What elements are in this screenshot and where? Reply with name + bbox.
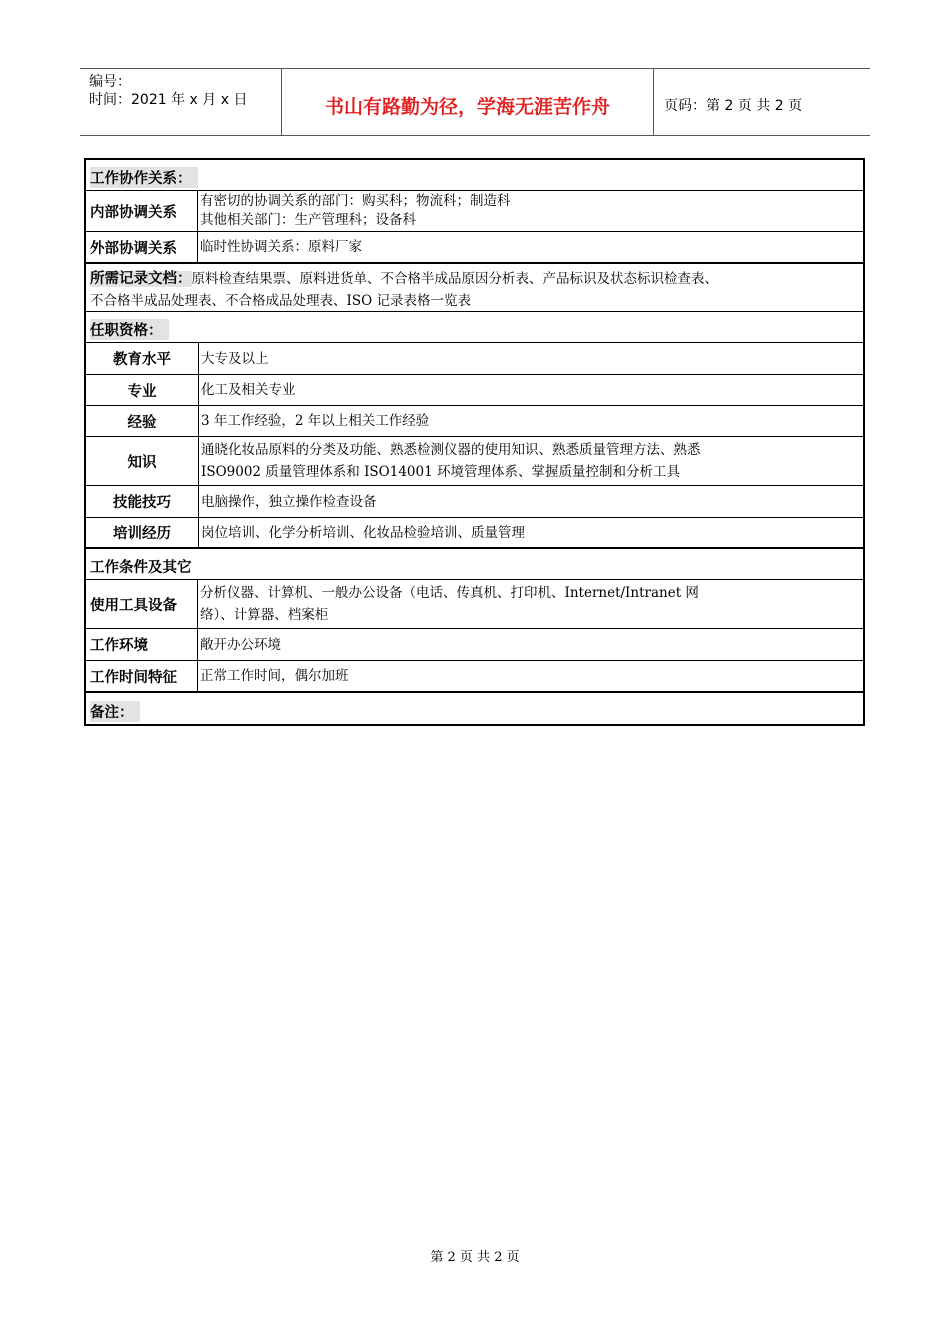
row-label: 经验 (86, 406, 199, 436)
row-label: 教育水平 (86, 343, 199, 374)
row-value: 大专及以上 (201, 350, 269, 367)
header-page-label: 页码：第 2 页 共 2 页 (664, 98, 803, 114)
row-label: 内部协调关系 (86, 191, 198, 231)
row-value: 岗位培训、化学分析培训、化妆品检验培训、质量管理 (201, 524, 525, 541)
section-conditions (86, 549, 863, 580)
section-title: 工作协作关系： (90, 167, 198, 188)
row-label: 专业 (86, 375, 199, 405)
page-footer: 第 2 页 共 2 页 (430, 1250, 520, 1265)
row-label: 知识 (86, 437, 199, 485)
row-knowledge (86, 437, 863, 486)
row-label: 使用工具设备 (86, 580, 198, 628)
section-title: 所需记录文档： (90, 271, 192, 287)
header-meta (80, 69, 282, 135)
row-experience (86, 406, 863, 437)
section-title: 工作条件及其它 (90, 560, 192, 576)
row-training (86, 518, 863, 549)
page-header (80, 68, 870, 136)
job-description-table (84, 158, 865, 726)
section-notes (86, 693, 863, 724)
time-label: 时间：2021 年 x 月 x 日 (89, 92, 248, 108)
section-title: 备注： (90, 701, 140, 722)
row-value: 正常工作时间，偶尔加班 (200, 668, 349, 684)
number-label: 编号： (89, 74, 131, 90)
row-value: 敞开办公环境 (200, 636, 281, 653)
row-environment (86, 629, 863, 661)
row-label: 培训经历 (86, 518, 199, 547)
section-collaboration (86, 160, 863, 191)
row-internal (86, 191, 863, 232)
row-label: 工作环境 (86, 629, 198, 660)
row-value: 临时性协调关系：原料厂家 (200, 239, 362, 255)
row-records: 所需记录文档：原料检查结果票、原料进货单、不合格半成品原因分析表、产品标识及状态标识检查表、 不合格半成品处理表、不合格成品处理表、ISO 记录表格一览表 (86, 264, 863, 312)
row-value: 分析仪器、计算机、一般办公设备（电话、传真机、打印机、Internet/Intranet 网 络）、计算器、档案柜 (200, 585, 699, 623)
row-value: 有密切的协调关系的部门：购买科；物流科；制造科 其他相关部门：生产管理科；设备科 (200, 193, 511, 228)
row-work-time (86, 661, 863, 693)
row-label: 工作时间特征 (86, 661, 198, 691)
row-label: 技能技巧 (86, 486, 199, 517)
row-skills (86, 486, 863, 518)
row-external (86, 232, 863, 264)
section-title: 任职资格： (90, 319, 169, 340)
section-qualifications (86, 312, 863, 343)
row-major (86, 375, 863, 406)
row-education (86, 343, 863, 375)
row-value: 3 年工作经验，2 年以上相关工作经验 (201, 413, 430, 429)
row-value: 电脑操作，独立操作检查设备 (201, 493, 377, 510)
row-value: 通晓化妆品原料的分类及功能、熟悉检测仪器的使用知识、熟悉质量管理方法、熟悉 ISO9002 质量管理体系和 ISO14001 环境管理体系、掌握质量控制和分析工具 (201, 442, 701, 480)
header-motto: 书山有路勤为径，学海无涯苦作舟 (282, 69, 654, 135)
row-tools (86, 580, 863, 629)
row-value: 化工及相关专业 (201, 382, 296, 398)
row-label: 外部协调关系 (86, 232, 198, 262)
